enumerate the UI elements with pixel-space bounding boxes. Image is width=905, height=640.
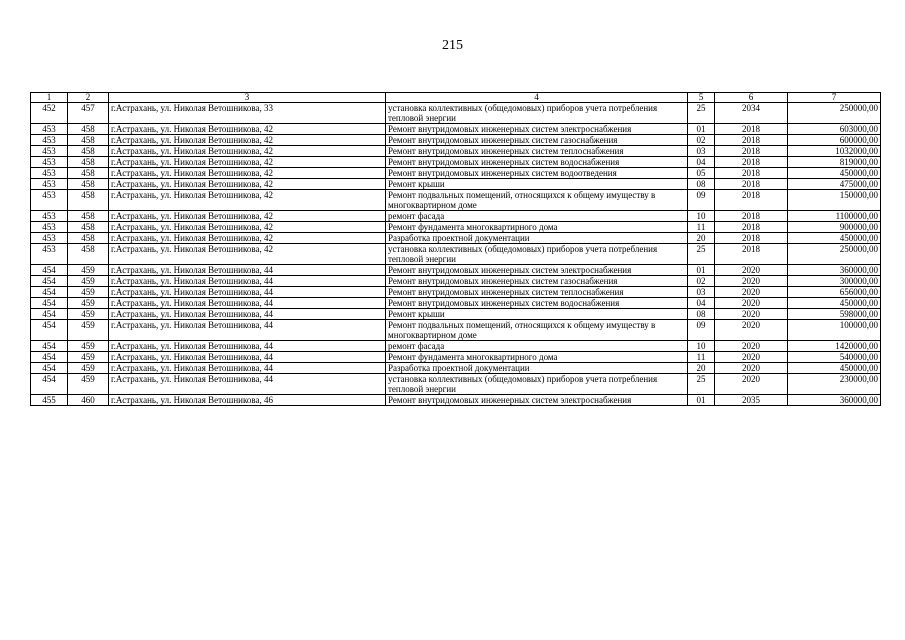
cell-year: 2020 [715, 298, 788, 309]
cell-house-number: 458 [68, 179, 109, 190]
cell-address: г.Астрахань, ул. Николая Ветошникова, 44 [109, 320, 386, 341]
cell-row-number: 455 [31, 395, 68, 406]
cell-year: 2020 [715, 287, 788, 298]
cell-house-number: 459 [68, 341, 109, 352]
cell-cost: 1032000,00 [788, 146, 881, 157]
cell-address: г.Астрахань, ул. Николая Ветошникова, 42 [109, 244, 386, 265]
table-row [31, 276, 881, 287]
table-row [31, 222, 881, 233]
cell-address: г.Астрахань, ул. Николая Ветошникова, 42 [109, 190, 386, 211]
cell-work-code: 02 [688, 276, 715, 287]
header-col-3: 3 [109, 93, 386, 103]
cell-work-code: 04 [688, 298, 715, 309]
cell-row-number: 454 [31, 352, 68, 363]
cell-work-type: Ремонт фундамента многоквартирного дома [386, 352, 688, 363]
cell-work-code: 02 [688, 135, 715, 146]
cell-cost: 540000,00 [788, 352, 881, 363]
cell-work-type: Ремонт фундамента многоквартирного дома [386, 222, 688, 233]
cell-work-code: 03 [688, 287, 715, 298]
cell-work-code: 25 [688, 244, 715, 265]
cell-row-number: 453 [31, 124, 68, 135]
cell-work-code: 09 [688, 190, 715, 211]
cell-row-number: 453 [31, 233, 68, 244]
cell-address: г.Астрахань, ул. Николая Ветошникова, 42 [109, 135, 386, 146]
cell-address: г.Астрахань, ул. Николая Ветошникова, 42 [109, 157, 386, 168]
table-row [31, 309, 881, 320]
cell-row-number: 454 [31, 265, 68, 276]
cell-cost: 900000,00 [788, 222, 881, 233]
cell-row-number: 453 [31, 222, 68, 233]
cell-year: 2018 [715, 146, 788, 157]
cell-year: 2018 [715, 179, 788, 190]
cell-address: г.Астрахань, ул. Николая Ветошникова, 44 [109, 298, 386, 309]
cell-work-type: ремонт фасада [386, 211, 688, 222]
cell-cost: 360000,00 [788, 395, 881, 406]
cell-work-type: Ремонт внутридомовых инженерных систем электроснабжения [386, 124, 688, 135]
cell-work-type: Ремонт подвальных помещений, относящихся к общему имуществу в многоквартирном доме [386, 190, 688, 211]
cell-house-number: 458 [68, 146, 109, 157]
cell-house-number: 458 [68, 244, 109, 265]
cell-year: 2018 [715, 168, 788, 179]
cell-work-code: 10 [688, 341, 715, 352]
cell-row-number: 453 [31, 179, 68, 190]
cell-address: г.Астрахань, ул. Николая Ветошникова, 33 [109, 103, 386, 124]
cell-house-number: 458 [68, 211, 109, 222]
page-number: 215 [442, 38, 463, 53]
cell-row-number: 453 [31, 190, 68, 211]
cell-year: 2020 [715, 276, 788, 287]
table-row [31, 146, 881, 157]
header-col-1: 1 [31, 93, 68, 103]
cell-cost: 150000,00 [788, 190, 881, 211]
cell-work-type: Ремонт внутридомовых инженерных систем водоснабжения [386, 157, 688, 168]
table-row [31, 265, 881, 276]
cell-work-code: 04 [688, 157, 715, 168]
cell-work-code: 08 [688, 309, 715, 320]
cell-address: г.Астрахань, ул. Николая Ветошникова, 42 [109, 168, 386, 179]
cell-address: г.Астрахань, ул. Николая Ветошникова, 42 [109, 222, 386, 233]
header-col-6: 6 [715, 93, 788, 103]
table-header [31, 93, 881, 103]
cell-row-number: 454 [31, 287, 68, 298]
cell-address: г.Астрахань, ул. Николая Ветошникова, 44 [109, 341, 386, 352]
cell-work-code: 25 [688, 103, 715, 124]
cell-cost: 1100000,00 [788, 211, 881, 222]
cell-row-number: 453 [31, 157, 68, 168]
cell-year: 2018 [715, 222, 788, 233]
header-col-4: 4 [386, 93, 688, 103]
cell-year: 2018 [715, 233, 788, 244]
table-row [31, 244, 881, 265]
cell-row-number: 453 [31, 168, 68, 179]
cell-work-code: 01 [688, 395, 715, 406]
cell-work-code: 09 [688, 320, 715, 341]
cell-address: г.Астрахань, ул. Николая Ветошникова, 42 [109, 233, 386, 244]
table-row [31, 168, 881, 179]
capital-repair-table [30, 92, 881, 406]
cell-year: 2018 [715, 124, 788, 135]
cell-year: 2020 [715, 265, 788, 276]
cell-year: 2034 [715, 103, 788, 124]
cell-work-type: Ремонт крыши [386, 179, 688, 190]
cell-house-number: 458 [68, 190, 109, 211]
table-row [31, 179, 881, 190]
table-row [31, 157, 881, 168]
table-row [31, 287, 881, 298]
cell-cost: 450000,00 [788, 363, 881, 374]
cell-address: г.Астрахань, ул. Николая Ветошникова, 42 [109, 179, 386, 190]
cell-year: 2020 [715, 309, 788, 320]
cell-work-code: 01 [688, 265, 715, 276]
cell-work-code: 20 [688, 233, 715, 244]
cell-work-type: Разработка проектной документации [386, 233, 688, 244]
cell-cost: 450000,00 [788, 233, 881, 244]
cell-work-type: ремонт фасада [386, 341, 688, 352]
table-row [31, 298, 881, 309]
cell-year: 2018 [715, 135, 788, 146]
cell-work-code: 01 [688, 124, 715, 135]
table-row [31, 124, 881, 135]
table-row [31, 374, 881, 395]
cell-address: г.Астрахань, ул. Николая Ветошникова, 42 [109, 211, 386, 222]
cell-work-code: 10 [688, 211, 715, 222]
cell-address: г.Астрахань, ул. Николая Ветошникова, 44 [109, 276, 386, 287]
cell-row-number: 454 [31, 309, 68, 320]
table-row [31, 103, 881, 124]
cell-house-number: 459 [68, 287, 109, 298]
cell-row-number: 454 [31, 363, 68, 374]
cell-work-code: 11 [688, 222, 715, 233]
cell-house-number: 457 [68, 103, 109, 124]
cell-work-code: 08 [688, 179, 715, 190]
cell-work-type: Ремонт подвальных помещений, относящихся к общему имуществу в многоквартирном доме [386, 320, 688, 341]
cell-cost: 230000,00 [788, 374, 881, 395]
cell-row-number: 453 [31, 146, 68, 157]
cell-year: 2020 [715, 320, 788, 341]
cell-house-number: 459 [68, 276, 109, 287]
cell-address: г.Астрахань, ул. Николая Ветошникова, 42 [109, 124, 386, 135]
cell-house-number: 458 [68, 124, 109, 135]
table-row [31, 211, 881, 222]
cell-cost: 819000,00 [788, 157, 881, 168]
cell-year: 2018 [715, 211, 788, 222]
cell-house-number: 458 [68, 157, 109, 168]
cell-year: 2020 [715, 341, 788, 352]
cell-work-type: Ремонт внутридомовых инженерных систем теплоснабжения [386, 287, 688, 298]
table-row [31, 190, 881, 211]
cell-work-type: Ремонт внутридомовых инженерных систем водоотведения [386, 168, 688, 179]
cell-cost: 300000,00 [788, 276, 881, 287]
cell-work-type: Ремонт крыши [386, 309, 688, 320]
cell-work-code: 03 [688, 146, 715, 157]
cell-row-number: 452 [31, 103, 68, 124]
cell-work-type: установка коллективных (общедомовых) приборов учета потребления тепловой энергии [386, 374, 688, 395]
cell-house-number: 459 [68, 374, 109, 395]
cell-address: г.Астрахань, ул. Николая Ветошникова, 44 [109, 287, 386, 298]
cell-year: 2020 [715, 352, 788, 363]
cell-row-number: 453 [31, 244, 68, 265]
cell-house-number: 459 [68, 309, 109, 320]
cell-year: 2020 [715, 363, 788, 374]
cell-house-number: 458 [68, 233, 109, 244]
cell-cost: 603000,00 [788, 124, 881, 135]
header-row [31, 93, 881, 103]
cell-year: 2018 [715, 244, 788, 265]
header-col-7: 7 [788, 93, 881, 103]
cell-cost: 656000,00 [788, 287, 881, 298]
table-row [31, 320, 881, 341]
cell-cost: 475000,00 [788, 179, 881, 190]
cell-address: г.Астрахань, ул. Николая Ветошникова, 46 [109, 395, 386, 406]
cell-address: г.Астрахань, ул. Николая Ветошникова, 44 [109, 352, 386, 363]
cell-address: г.Астрахань, ул. Николая Ветошникова, 44 [109, 309, 386, 320]
cell-row-number: 453 [31, 211, 68, 222]
cell-work-type: Ремонт внутридомовых инженерных систем газоснабжения [386, 135, 688, 146]
cell-house-number: 459 [68, 352, 109, 363]
cell-row-number: 454 [31, 298, 68, 309]
cell-house-number: 458 [68, 222, 109, 233]
cell-cost: 250000,00 [788, 244, 881, 265]
cell-address: г.Астрахань, ул. Николая Ветошникова, 44 [109, 265, 386, 276]
cell-work-code: 25 [688, 374, 715, 395]
cell-row-number: 453 [31, 135, 68, 146]
cell-work-type: Ремонт внутридомовых инженерных систем теплоснабжения [386, 146, 688, 157]
cell-house-number: 460 [68, 395, 109, 406]
cell-work-type: Ремонт внутридомовых инженерных систем газоснабжения [386, 276, 688, 287]
cell-house-number: 459 [68, 265, 109, 276]
cell-cost: 598000,00 [788, 309, 881, 320]
cell-address: г.Астрахань, ул. Николая Ветошникова, 44 [109, 374, 386, 395]
cell-cost: 100000,00 [788, 320, 881, 341]
table-row [31, 233, 881, 244]
table-body [31, 103, 881, 406]
header-col-5: 5 [688, 93, 715, 103]
table-row [31, 135, 881, 146]
cell-cost: 360000,00 [788, 265, 881, 276]
cell-work-type: установка коллективных (общедомовых) приборов учета потребления тепловой энергии [386, 103, 688, 124]
cell-cost: 1420000,00 [788, 341, 881, 352]
table-row [31, 352, 881, 363]
cell-house-number: 459 [68, 320, 109, 341]
cell-work-code: 05 [688, 168, 715, 179]
cell-address: г.Астрахань, ул. Николая Ветошникова, 42 [109, 146, 386, 157]
cell-work-code: 11 [688, 352, 715, 363]
cell-house-number: 459 [68, 363, 109, 374]
cell-year: 2018 [715, 157, 788, 168]
cell-row-number: 454 [31, 374, 68, 395]
cell-house-number: 459 [68, 298, 109, 309]
cell-cost: 250000,00 [788, 103, 881, 124]
cell-work-type: Ремонт внутридомовых инженерных систем электроснабжения [386, 395, 688, 406]
cell-address: г.Астрахань, ул. Николая Ветошникова, 44 [109, 363, 386, 374]
cell-house-number: 458 [68, 168, 109, 179]
cell-work-type: установка коллективных (общедомовых) приборов учета потребления тепловой энергии [386, 244, 688, 265]
cell-year: 2035 [715, 395, 788, 406]
table-row [31, 341, 881, 352]
cell-year: 2018 [715, 190, 788, 211]
cell-cost: 600000,00 [788, 135, 881, 146]
cell-work-code: 20 [688, 363, 715, 374]
cell-work-type: Ремонт внутридомовых инженерных систем водоснабжения [386, 298, 688, 309]
cell-row-number: 454 [31, 320, 68, 341]
cell-row-number: 454 [31, 341, 68, 352]
cell-row-number: 454 [31, 276, 68, 287]
cell-house-number: 458 [68, 135, 109, 146]
cell-work-type: Разработка проектной документации [386, 363, 688, 374]
table-row [31, 363, 881, 374]
cell-work-type: Ремонт внутридомовых инженерных систем электроснабжения [386, 265, 688, 276]
cell-year: 2020 [715, 374, 788, 395]
cell-cost: 450000,00 [788, 168, 881, 179]
cell-cost: 450000,00 [788, 298, 881, 309]
header-col-2: 2 [68, 93, 109, 103]
table-row [31, 395, 881, 406]
